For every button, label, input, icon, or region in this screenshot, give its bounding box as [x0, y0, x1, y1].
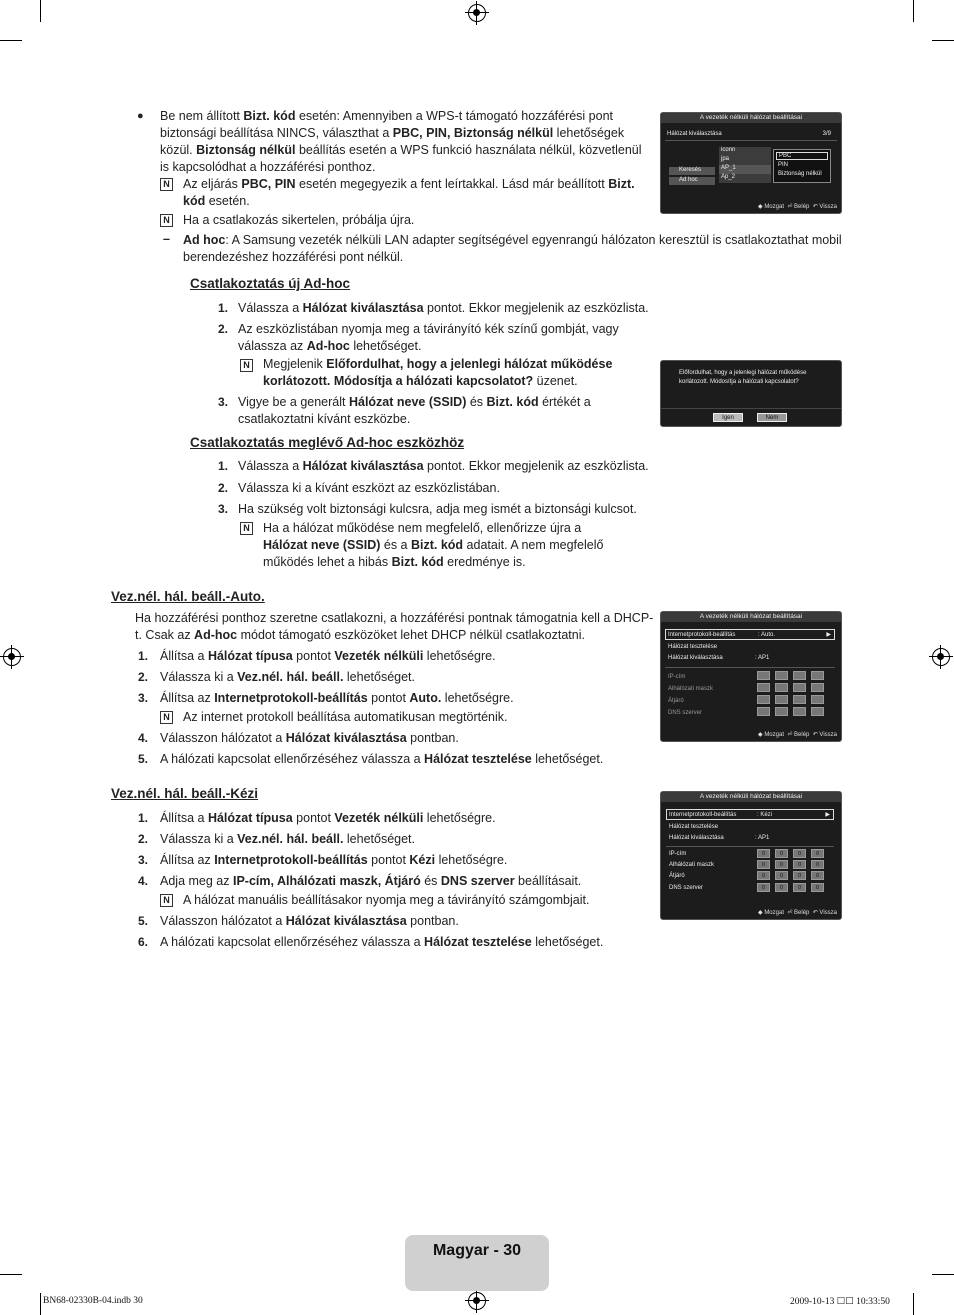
footer-file-info: BN68-02330B-04.indb 30: [43, 1296, 143, 1306]
security-popup: [773, 149, 831, 183]
manual-ip-grid[interactable]: 0 0 0 0 0 0 0 0 0 0 0 0 0 0 0 0: [757, 849, 829, 897]
heading-manual: Vez.nél. hál. beáll.-Kézi: [111, 786, 259, 801]
step-number: 5.: [137, 752, 148, 766]
network-select-label[interactable]: Hálózat kiválasztása: [669, 835, 724, 841]
ap-list-item[interactable]: AP_1: [719, 165, 771, 174]
registration-mark-icon: [932, 648, 950, 666]
registration-mark-icon: [468, 4, 486, 22]
note-icon: N: [160, 178, 173, 191]
dialog-message: Előfordulhat, hogy a jelenlegi hálózat működése korlátozott. Módosítja a hálózati kapcsolatot?: [679, 370, 807, 385]
network-test-row[interactable]: Hálózat tesztelése: [669, 824, 719, 830]
note-icon: N: [160, 214, 173, 227]
screen-label: Hálózat kiválasztása: [667, 131, 722, 137]
new-note: Megjelenik Előfordulhat, hogy a jelenlegi hálózat működése korlátozott. Módosítja a hálózati kapcsolatot? üzenet.: [263, 357, 613, 388]
step-number: 6.: [137, 935, 148, 949]
registration-mark-icon: [468, 1292, 486, 1310]
footer-timestamp: 2009-10-13 ☐☐ 10:33:50: [790, 1297, 890, 1307]
network-select-label[interactable]: Hálózat kiválasztása: [668, 655, 723, 661]
step-number: 3.: [137, 853, 148, 867]
page-indicator: 3/9: [822, 131, 831, 137]
note-icon: N: [160, 711, 173, 724]
auto-intro: Ha hozzáférési ponthoz szeretne csatlakozni, a hozzáférési pontnak támogatnia kell a DHCP-t. Csak az Ad-hoc módot támogató eszközöket lehet DHCP nélkül csatlakoztatni.: [135, 611, 654, 642]
step-number: 5.: [137, 914, 148, 928]
new-step-3: Vigye be a generált Hálózat neve (SSID) és Bizt. kód értékét a csatlakoztatni kívánt eszközbe.: [238, 395, 591, 426]
yes-button[interactable]: Igen: [713, 413, 743, 422]
network-test-row[interactable]: Hálózat tesztelése: [668, 644, 718, 650]
step-number: 4.: [137, 874, 148, 888]
network-select-value: : AP1: [755, 655, 770, 661]
bullet-icon: ●: [137, 110, 144, 122]
field-label: DNS szerver: [668, 710, 703, 716]
network-select-value: : AP1: [755, 835, 770, 841]
left-item-adhoc[interactable]: Ad hoc: [669, 177, 715, 185]
screen-manual-settings: [660, 791, 842, 920]
step-number: 2.: [137, 832, 148, 846]
field-label: IP-cím: [669, 851, 687, 857]
step-number: 3.: [137, 691, 148, 705]
ap-list-item[interactable]: Ap_2: [719, 174, 771, 183]
screen-auto-settings: [660, 611, 842, 742]
manual-step-1: Állítsa a Hálózat típusa pontot Vezeték nélküli lehetőségre.: [160, 811, 496, 825]
adhoc-paragraph: Ad hoc: A Samsung vezeték nélküli LAN adapter segítségével egyenrangú hálózaton keresztül is csatlakoztathat mobil berendezéshez hozzáférési pont nélkül.: [183, 233, 842, 264]
note-icon: N: [240, 359, 253, 372]
registration-mark-icon: [3, 648, 21, 666]
step-number: 3.: [217, 502, 228, 516]
new-step-1: Válassza a Hálózat kiválasztása pontot. Ekkor megjelenik az eszközlista.: [238, 301, 649, 315]
manual-step-3: Állítsa az Internetprotokoll-beállítás pontot Kézi lehetőségre.: [160, 853, 508, 867]
auto-step-2: Válassza ki a Vez.nél. hál. beáll. lehetőséget.: [160, 670, 416, 684]
step-number: 2.: [217, 481, 228, 495]
auto-step-4: Válasszon hálózatot a Hálózat kiválasztása pontban.: [160, 731, 459, 745]
auto-note: Az internet protokoll beállítása automatikusan megtörténik.: [183, 710, 508, 724]
ip-setting-row[interactable]: Internetprotokoll-beállítás : Kézi ▶: [666, 809, 834, 820]
heading-auto: Vez.nél. hál. beáll.-Auto.: [111, 589, 265, 604]
left-item-search[interactable]: Keresés: [669, 167, 715, 175]
exist-step-3: Ha szükség volt biztonsági kulcsra, adja meg ismét a biztonsági kulcsot.: [238, 502, 637, 516]
popup-option-nosec[interactable]: Biztonság nélkül: [778, 171, 822, 177]
screen-title: A vezeték nélküli hálózat beállításai: [661, 792, 841, 802]
exist-step-2: Válassza ki a kívánt eszközt az eszközlistában.: [238, 481, 500, 495]
screen-warning-dialog: [660, 360, 842, 427]
dash-marker: –: [163, 232, 170, 246]
manual-step-6: A hálózati kapcsolat ellenőrzéséhez válassza a Hálózat tesztelése lehetőséget.: [160, 935, 604, 949]
screen-nav-hint: ◆ Mozgat ⏎ Belép ↶ Vissza: [758, 732, 837, 738]
step-number: 3.: [217, 395, 228, 409]
step-number: 2.: [137, 670, 148, 684]
step-number: 2.: [217, 322, 228, 336]
note-pbc-pin: Az eljárás PBC, PIN esetén megegyezik a fent leírtakkal. Lásd már beállított Bizt. kód esetén.: [183, 177, 635, 208]
field-label: Átjáró: [669, 873, 685, 879]
wps-security-paragraph: Be nem állított Bizt. kód esetén: Amennyiben a WPS-t támogató hozzáférési pont biztonsági beállítása NINCS, választhat a PBC, PIN, Biztonság nélkül lehetőségek közül. Biztonság nélkül beállítás esetén a WPS funkció használata nélkül, közvetlenül is kapcsolódhat a hozzáférési ponthoz.: [160, 109, 642, 174]
ap-list-item[interactable]: iconn: [719, 147, 771, 156]
step-number: 1.: [217, 459, 228, 473]
step-number: 1.: [137, 811, 148, 825]
ap-list-item[interactable]: jpa: [719, 156, 771, 165]
field-label: IP-cím: [668, 674, 686, 680]
manual-note: A hálózat manuális beállításakor nyomja meg a távirányító számgombjait.: [183, 893, 590, 907]
field-label: Alhálózati maszk: [668, 686, 714, 692]
screen-nav-hint: ◆ Mozgat ⏎ Belép ↶ Vissza: [758, 910, 837, 916]
step-number: 1.: [217, 301, 228, 315]
manual-step-2: Válassza ki a Vez.nél. hál. beáll. lehetőséget.: [160, 832, 416, 846]
new-step-2: Az eszközlistában nyomja meg a távirányító kék színű gombját, vagy válassza az Ad-hoc lehetőséget.: [238, 322, 619, 353]
screen-network-select: [660, 112, 842, 214]
exist-step-1: Válassza a Hálózat kiválasztása pontot. Ekkor megjelenik az eszközlista.: [238, 459, 649, 473]
arrow-right-icon: ▶: [826, 632, 831, 638]
manual-step-4: Adja meg az IP-cím, Alhálózati maszk, Átjáró és DNS szerver beállításait.: [160, 874, 582, 888]
auto-step-5: A hálózati kapcsolat ellenőrzéséhez válassza a Hálózat tesztelése lehetőséget.: [160, 752, 604, 766]
field-label: DNS szerver: [669, 885, 704, 891]
note-icon: N: [160, 894, 173, 907]
step-number: 4.: [137, 731, 148, 745]
auto-step-1: Állítsa a Hálózat típusa pontot Vezeték nélküli lehetőségre.: [160, 649, 496, 663]
manual-step-5: Válasszon hálózatot a Hálózat kiválasztása pontban.: [160, 914, 459, 928]
step-number: 1.: [137, 649, 148, 663]
no-button[interactable]: Nem: [757, 413, 787, 422]
arrow-right-icon: ▶: [825, 812, 830, 818]
popup-option-pbc[interactable]: PBC: [776, 152, 828, 160]
page-number-badge: Magyar - 30: [405, 1235, 549, 1291]
field-label: Átjáró: [668, 698, 684, 704]
note-icon: N: [240, 522, 253, 535]
exist-note: Ha a hálózat működése nem megfelelő, ellenőrizze újra a Hálózat neve (SSID) és a Bizt. kód adatait. A nem megfelelő működés lehet a hibás Bizt. kód eredménye is.: [263, 521, 604, 569]
field-label: Alhálózati maszk: [669, 862, 715, 868]
screen-title: A vezeték nélküli hálózat beállításai: [661, 612, 841, 622]
heading-new-adhoc: Csatlakoztatás új Ad-hoc: [190, 276, 351, 291]
popup-option-pin[interactable]: PIN: [778, 162, 789, 168]
screen-title: A vezeték nélküli hálózat beállításai: [661, 113, 841, 123]
heading-existing-adhoc: Csatlakoztatás meglévő Ad-hoc eszközhöz: [190, 435, 465, 450]
auto-step-3: Állítsa az Internetprotokoll-beállítás pontot Auto. lehetőségre.: [160, 691, 514, 705]
screen-nav-hint: ◆ Mozgat ⏎ Belép ↶ Vissza: [758, 204, 837, 210]
note-retry: Ha a csatlakozás sikertelen, próbálja újra.: [183, 213, 415, 227]
ip-setting-row[interactable]: Internetprotokoll-beállítás : Auto. ▶: [665, 629, 835, 640]
auto-ip-grid: [757, 671, 829, 721]
